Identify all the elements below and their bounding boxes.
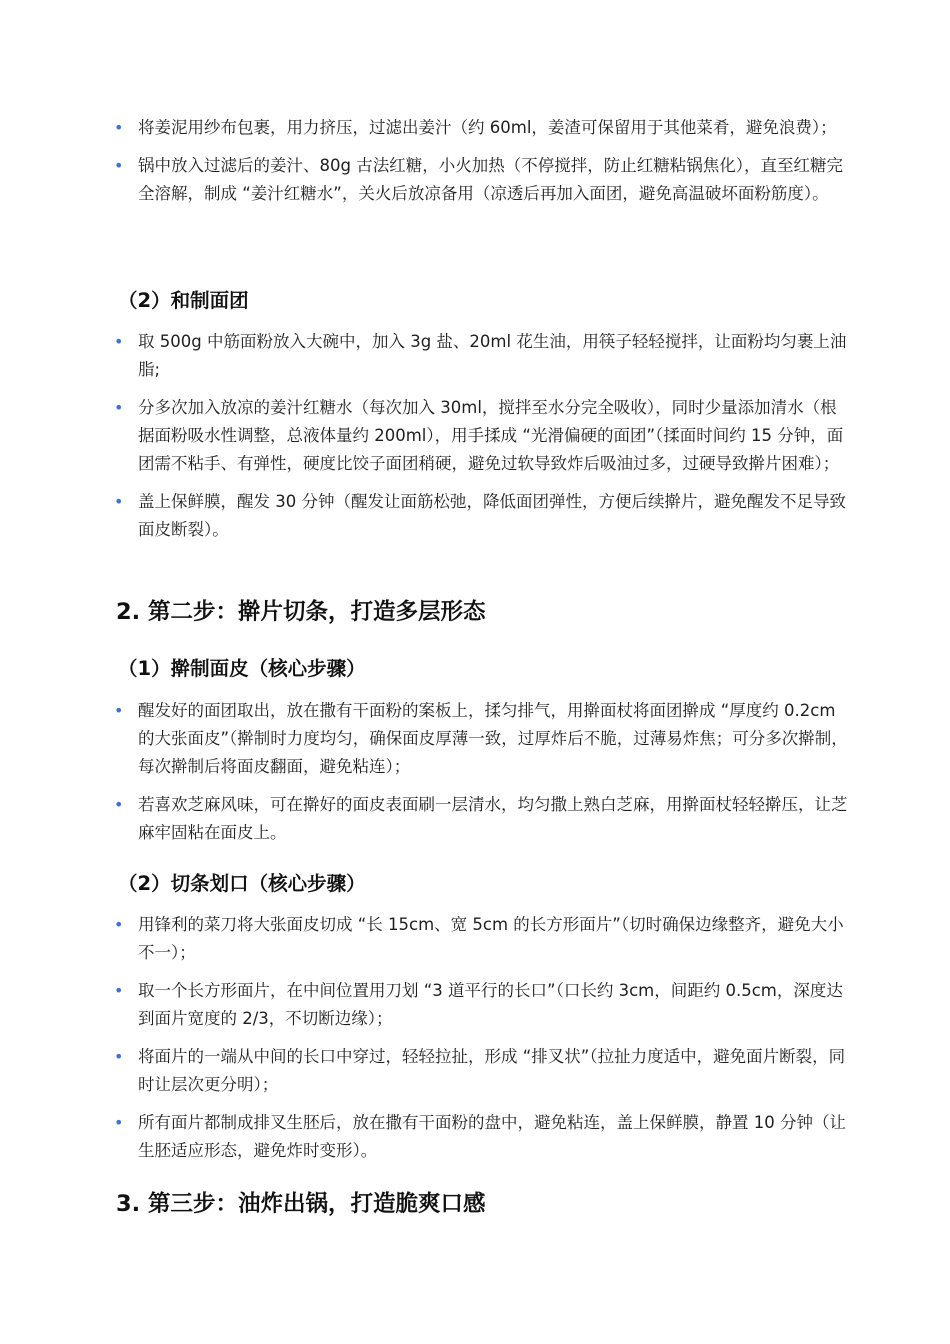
bullet-list-dough: [0, 328, 950, 554]
list-item-text: 将面片的一端从中间的长口中穿过，轻轻拉扯，形成 “排叉状”（拉扯力度适中，避免面片断裂，同时让层次更分明）；: [138, 1047, 846, 1094]
bullet-icon: •: [114, 1113, 124, 1132]
bullet-icon: •: [114, 156, 124, 175]
list-item-text: 取 500g 中筋面粉放入大碗中，加入 3g 盐、20ml 花生油，用筷子轻轻搅拌，让面粉均匀裹上油脂;: [138, 332, 847, 379]
list-item-text: 分多次加入放凉的姜汁红糖水（每次加入 30ml，搅拌至水分完全吸收），同时少量添加清水（根据面粉吸水性调整，总液体量约 200ml），用手揉成 “光滑偏硬的面团”（揉面时间约 15 分钟，面团需不粘手、有弹性，硬度比饺子面团稍硬，避免过软导致炸后吸油过多，过硬导致擀片困难）；: [138, 398, 844, 473]
list-item: [0, 152, 950, 208]
section-heading-step2: 2. 第二步：擀片切条，打造多层形态: [116, 599, 486, 625]
subheading-rolling: （1）擀制面皮（核心步骤）: [118, 657, 366, 680]
bullet-icon: •: [114, 332, 124, 351]
bullet-icon: •: [114, 1047, 124, 1066]
list-item: [0, 328, 950, 384]
bullet-icon: •: [114, 701, 124, 720]
section-heading-step3: 3. 第三步：油炸出锅，打造脆爽口感: [116, 1191, 486, 1217]
list-item-text: 盖上保鲜膜，醒发 30 分钟（醒发让面筋松弛，降低面团弹性，方便后续擀片，避免醒发不足导致面皮断裂）。: [138, 492, 846, 539]
bullet-list-cutting: [0, 911, 950, 1175]
list-item: [0, 1043, 950, 1099]
list-item: [0, 488, 950, 544]
list-item: [0, 114, 950, 142]
list-item: [0, 697, 950, 781]
list-item-text: 锅中放入过滤后的姜汁、80g 古法红糖，小火加热（不停搅拌，防止红糖粘锅焦化），直至红糖完全溶解，制成 “姜汁红糖水”，关火后放凉备用（凉透后再加入面团，避免高温破坏面粉筋度）。: [138, 156, 843, 203]
subheading-dough: （2）和制面团: [118, 289, 249, 312]
list-item: [0, 977, 950, 1033]
bullet-icon: •: [114, 398, 124, 417]
list-item-text: 所有面片都制成排叉生胚后，放在撒有干面粉的盘中，避免粘连，盖上保鲜膜，静置 10 分钟（让生胚适应形态，避免炸时变形）。: [138, 1113, 846, 1160]
list-item-text: 醒发好的面团取出，放在撒有干面粉的案板上，揉匀排气，用擀面杖将面团擀成 “厚度约 0.2cm 的大张面皮”（擀制时力度均匀，确保面皮厚薄一致，过厚炸后不脆，过薄易炸焦；可分多次擀制，每次擀制后将面皮翻面，避免粘连）；: [138, 701, 848, 776]
list-item-text: 若喜欢芝麻风味，可在擀好的面皮表面刷一层清水，均匀撒上熟白芝麻，用擀面杖轻轻擀压，让芝麻牢固粘在面皮上。: [138, 795, 848, 842]
bullet-icon: •: [114, 795, 124, 814]
bullet-icon: •: [114, 118, 124, 137]
bullet-list-ginger-syrup: [0, 114, 950, 218]
bullet-list-rolling: [0, 697, 950, 857]
list-item-text: 将姜泥用纱布包裹，用力挤压，过滤出姜汁（约 60ml，姜渣可保留用于其他菜肴，避免浪费）；: [138, 118, 837, 137]
subheading-cutting: （2）切条划口（核心步骤）: [118, 872, 366, 895]
list-item: [0, 791, 950, 847]
list-item: [0, 911, 950, 967]
bullet-icon: •: [114, 492, 124, 511]
list-item-text: 取一个长方形面片，在中间位置用刀划 “3 道平行的长口”（口长约 3cm，间距约 0.5cm，深度达到面片宽度的 2/3，不切断边缘）；: [138, 981, 843, 1028]
bullet-icon: •: [114, 915, 124, 934]
bullet-icon: •: [114, 981, 124, 1000]
list-item: [0, 394, 950, 478]
list-item-text: 用锋利的菜刀将大张面皮切成 “长 15cm、宽 5cm 的长方形面片”（切时确保边缘整齐，避免大小不一）；: [138, 915, 844, 962]
list-item: [0, 1109, 950, 1165]
